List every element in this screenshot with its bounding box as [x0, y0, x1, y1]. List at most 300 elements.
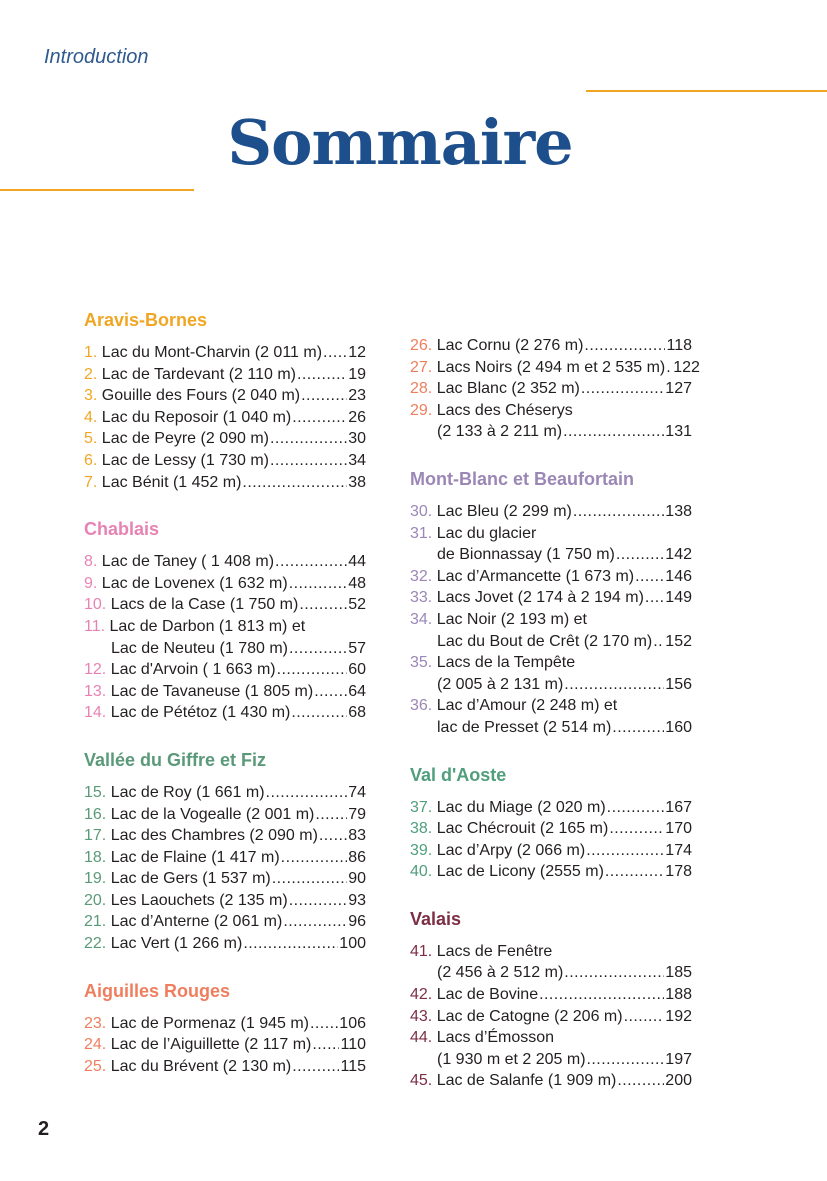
entry-page: 197 [665, 1050, 692, 1068]
entry-page: 118 [666, 337, 692, 354]
toc-entry [84, 1034, 366, 1056]
leader-dots [277, 659, 348, 681]
entry-page: 131 [665, 423, 692, 441]
leader-dots [586, 840, 664, 862]
entry-page: 48 [348, 574, 366, 592]
toc-entry-line [84, 804, 366, 826]
entry-title: Lac de Tavaneuse (1 805 m) [110, 682, 314, 700]
section-title: Valais [410, 908, 462, 929]
toc-entry [84, 681, 366, 703]
entry-page: 185 [665, 964, 692, 982]
entry-number: 44. [410, 1029, 437, 1047]
toc-entry-line [410, 941, 692, 963]
entry-number: 37. [410, 798, 437, 816]
toc-entry-line [410, 631, 692, 653]
toc-entry-line [84, 890, 366, 912]
toc-entry-line [84, 1034, 366, 1056]
entry-title: Les Laouchets (2 135 m) [110, 891, 288, 909]
entry-page: 86 [348, 848, 366, 866]
toc-section [84, 517, 366, 724]
entry-title: Lac de Roy (1 661 m) [110, 783, 265, 801]
toc-entry-line [84, 847, 366, 869]
entry-title: Lac de Catogne (2 206 m) [436, 1007, 623, 1025]
toc-entry [410, 941, 692, 984]
entry-page: 110 [340, 1036, 366, 1054]
leader-dots [289, 638, 347, 660]
entry-page: 96 [348, 913, 366, 931]
leader-dots [312, 1034, 339, 1056]
entry-title: Lac Bénit (1 452 m) [101, 473, 242, 491]
toc-entry-line [410, 357, 700, 379]
leader-dots [270, 428, 347, 450]
leader-dots [315, 804, 347, 826]
entry-number: 10. [84, 596, 111, 614]
entry-number: 22. [84, 935, 111, 953]
entry-title: Lac d’Armancette (1 673 m) [436, 567, 635, 585]
entry-title: Lacs Noirs (2 494 m et 2 535 m) [436, 358, 666, 376]
entry-number: 45. [410, 1072, 437, 1090]
entry-page: 26 [348, 408, 366, 426]
entry-title: Lacs de la Tempête [436, 654, 576, 672]
entry-number: 36. [410, 697, 437, 715]
toc-entry-line [84, 407, 366, 429]
entry-title: Lac Bleu (2 299 m) [436, 502, 572, 520]
entry-title: Lac de Pététoz (1 430 m) [110, 704, 291, 722]
toc-entry [84, 551, 366, 573]
entry-number: 18. [84, 848, 111, 866]
entry-number: 6. [84, 451, 102, 469]
toc-entry [84, 472, 366, 494]
entry-title: Lac du Mont-Charvin (2 011 m) [101, 344, 323, 361]
leader-dots [292, 1056, 339, 1078]
entry-number: 42. [410, 986, 437, 1004]
toc-entry-line [84, 551, 366, 573]
toc-entry [410, 378, 692, 400]
entry-number: 8. [84, 553, 102, 571]
leader-dots [563, 421, 664, 443]
toc-entry [410, 501, 692, 523]
entry-page: 12 [348, 344, 366, 361]
entry-number: 43. [410, 1007, 437, 1025]
toc-section [410, 763, 692, 883]
entry-number: 3. [84, 387, 102, 405]
entry-page: 160 [665, 718, 692, 736]
toc-entry [84, 407, 366, 429]
toc-entry-line [410, 818, 692, 840]
entry-number: 39. [410, 841, 437, 859]
entry-number: 19. [84, 870, 111, 888]
entry-title: Lac d’Arpy (2 066 m) [436, 841, 586, 859]
toc-entry-line [410, 1070, 692, 1092]
entry-number: 1. [84, 344, 102, 361]
entry-title: Lac de Gers (1 537 m) [110, 870, 271, 888]
entry-title: Lac de l’Aiguillette (2 117 m) [110, 1036, 312, 1054]
leader-dots [616, 544, 664, 566]
entry-page: 30 [348, 430, 366, 448]
toc-entry [84, 868, 366, 890]
leader-dots [289, 573, 348, 595]
entry-page: 106 [339, 1014, 366, 1032]
toc-entry-line [410, 378, 692, 400]
leader-dots [609, 818, 664, 840]
entry-title: Lac d'Arvoin ( 1 663 m) [110, 661, 276, 679]
leader-dots [319, 825, 347, 847]
toc-entry-line [410, 840, 692, 862]
toc-entry [410, 840, 692, 862]
leader-dots [605, 861, 664, 883]
toc-entry [84, 1056, 366, 1078]
decorative-rule-left [0, 189, 194, 191]
toc-entry-line [84, 681, 366, 703]
toc-entry [410, 1070, 692, 1092]
toc-entry [410, 797, 692, 819]
entry-number: 12. [84, 661, 111, 679]
entry-number: 13. [84, 682, 111, 700]
entry-page: 68 [348, 704, 366, 722]
leader-dots [266, 782, 348, 804]
entry-title: Lac de Peyre (2 090 m) [101, 430, 269, 448]
entry-title: (2 005 à 2 131 m) [437, 675, 564, 693]
entry-page: 152 [665, 632, 692, 650]
toc-entry [84, 659, 366, 681]
toc-entry-line [410, 609, 692, 631]
toc-entry-line [410, 674, 692, 696]
entry-page: 23 [348, 387, 366, 405]
entry-title: Lac du Reposoir (1 040 m) [101, 408, 292, 426]
toc-entry [410, 861, 692, 883]
entry-title: Lac de Darbon (1 813 m) et [109, 617, 306, 635]
entry-page: 79 [348, 805, 366, 823]
toc-entry-line [84, 702, 366, 724]
entry-page: 83 [348, 827, 366, 845]
toc-entry [84, 1013, 366, 1035]
entry-page: 115 [340, 1057, 366, 1075]
entry-title: (1 930 m et 2 205 m) [437, 1050, 586, 1068]
toc-entry [84, 847, 366, 869]
toc-entry [410, 400, 692, 443]
toc-entry-line [84, 911, 366, 933]
leader-dots [297, 364, 347, 386]
toc-entry-line [84, 1056, 366, 1078]
entry-page: 167 [665, 798, 692, 816]
toc-column-left [84, 308, 366, 1101]
leader-dots [272, 868, 347, 890]
section-title: Val d'Aoste [410, 764, 507, 785]
leader-dots [299, 594, 347, 616]
entry-title: Lac de Salanfe (1 909 m) [436, 1072, 617, 1090]
entry-number: 17. [84, 827, 111, 845]
entry-number: 4. [84, 408, 102, 426]
toc-entry-line [410, 421, 692, 443]
toc-entry-line [410, 587, 692, 609]
leader-dots [624, 1006, 665, 1028]
entry-page: 90 [348, 870, 366, 888]
entry-page: 38 [348, 473, 366, 491]
section-title: Vallée du Giffre et Fiz [84, 749, 267, 770]
toc-entry-line [84, 933, 366, 955]
leader-dots [310, 1013, 338, 1035]
entry-title: Lac Vert (1 266 m) [110, 935, 243, 953]
toc-entry-line [84, 385, 366, 407]
toc-entry-line [410, 335, 692, 357]
toc-entry-line [84, 573, 366, 595]
entry-page: 174 [665, 841, 692, 859]
leader-dots [301, 385, 347, 407]
entry-title: Lac Blanc (2 352 m) [436, 380, 580, 398]
leader-dots [281, 847, 348, 869]
entry-title: Lac de Bovine [436, 986, 539, 1004]
toc-entry [84, 782, 366, 804]
leader-dots [581, 378, 664, 400]
entry-title: Lac de Flaine (1 417 m) [110, 848, 280, 866]
entry-number: 23. [84, 1014, 111, 1032]
entry-title: (2 456 à 2 512 m) [437, 964, 564, 982]
toc-entry-line [410, 695, 692, 717]
toc-entry [84, 804, 366, 826]
toc-entry [84, 825, 366, 847]
entry-page: 142 [665, 546, 692, 564]
entry-page: 192 [665, 1007, 692, 1025]
toc-entry-line [84, 472, 366, 494]
toc-entry [84, 428, 366, 450]
leader-dots [243, 933, 338, 955]
section-title: Aiguilles Rouges [84, 980, 231, 1001]
entry-title: Lac du Bout de Crêt (2 170 m) [437, 632, 653, 650]
entry-page: 138 [665, 502, 692, 520]
toc-entry [410, 335, 692, 357]
toc-entry-line [410, 1027, 692, 1049]
entry-number: 29. [410, 401, 437, 419]
toc-entry [410, 357, 700, 379]
leader-dots [635, 566, 664, 588]
entry-number: 33. [410, 589, 437, 607]
entry-title: lac de Presset (2 514 m) [437, 718, 612, 736]
entry-title: Lac du Brévent (2 130 m) [110, 1057, 292, 1075]
leader-dots [645, 587, 664, 609]
entry-number: 14. [84, 704, 111, 722]
entry-title: de Bionnassay (1 750 m) [437, 546, 615, 564]
entry-page: 57 [348, 639, 366, 657]
leader-dots [607, 797, 665, 819]
entry-page: 156 [665, 675, 692, 693]
toc-section [410, 335, 700, 443]
entry-number: 2. [84, 365, 102, 383]
decorative-rule-top-right [586, 90, 827, 92]
toc-entry-line [84, 638, 366, 660]
entry-title: Lac de Licony (2555 m) [436, 863, 604, 881]
entry-page: 127 [665, 380, 692, 398]
toc-entry-line [84, 450, 366, 472]
entry-title: Lac de Lessy (1 730 m) [101, 451, 269, 469]
leader-dots [275, 551, 347, 573]
toc-entry-line [84, 825, 366, 847]
entry-page: 52 [348, 596, 366, 614]
entry-page: 64 [348, 682, 366, 700]
toc-entry-line [410, 566, 692, 588]
entry-number: 41. [410, 942, 437, 960]
entry-number: 21. [84, 913, 111, 931]
entry-page: 74 [348, 783, 366, 801]
toc-entry [410, 1027, 692, 1070]
page-title: Sommaire [227, 106, 573, 179]
leader-dots [283, 911, 347, 933]
toc-entry [84, 911, 366, 933]
toc-section [410, 907, 692, 1092]
entry-page: 188 [665, 986, 692, 1004]
entry-number: 11. [84, 617, 110, 635]
toc-entry-line [410, 861, 692, 883]
entry-number: 26. [410, 337, 437, 354]
leader-dots [617, 1070, 664, 1092]
entry-page: 60 [348, 661, 366, 679]
entry-title: Gouille des Fours (2 040 m) [101, 387, 301, 405]
toc-section [410, 467, 692, 739]
toc-entry [410, 523, 692, 566]
entry-title: Lac de Neuteu (1 780 m) [111, 639, 288, 657]
toc-entry [84, 702, 366, 724]
leader-dots [242, 472, 347, 494]
toc-entry [410, 818, 692, 840]
leader-dots [291, 702, 347, 724]
leader-dots [587, 1049, 665, 1071]
entry-title: Lac Cornu (2 276 m) [436, 337, 584, 354]
toc-entry [84, 890, 366, 912]
toc-entry-line [410, 1006, 692, 1028]
toc-entry [84, 594, 366, 616]
toc-entry [410, 566, 692, 588]
entry-number: 28. [410, 380, 437, 398]
toc-entry [410, 587, 692, 609]
leader-dots [314, 681, 347, 703]
toc-entry [410, 1006, 692, 1028]
entry-title: Lacs Jovet (2 174 à 2 194 m) [436, 589, 644, 607]
entry-title: Lac de Lovenex (1 632 m) [101, 574, 288, 592]
leader-dots [270, 450, 347, 472]
toc-column-right [410, 335, 700, 1116]
entry-page: 200 [665, 1072, 692, 1090]
entry-number: 27. [410, 358, 437, 376]
entry-number: 30. [410, 502, 437, 520]
entry-number: 24. [84, 1036, 111, 1054]
leader-dots [666, 357, 672, 379]
entry-number: 7. [84, 473, 102, 491]
entry-title: Lac de Taney ( 1 408 m) [101, 553, 275, 571]
toc-entry [84, 616, 366, 659]
entry-title: Lac du glacier [436, 524, 537, 542]
entry-page: 44 [348, 553, 366, 571]
toc-section [84, 979, 366, 1078]
entry-title: Lac Noir (2 193 m) et [436, 610, 587, 628]
entry-title: Lacs des Chéserys [436, 401, 573, 419]
entry-page: 178 [665, 863, 692, 881]
toc-entry-line [410, 652, 692, 674]
toc-entry [84, 573, 366, 595]
entry-number: 16. [84, 805, 111, 823]
entry-page: 19 [348, 365, 366, 383]
toc-entry-line [84, 428, 366, 450]
leader-dots [289, 890, 348, 912]
toc-entry-line [84, 342, 366, 364]
entry-title: Lac du Miage (2 020 m) [436, 798, 606, 816]
toc-entry-line [84, 782, 366, 804]
entry-title: Lac de la Vogealle (2 001 m) [110, 805, 315, 823]
toc-entry [410, 984, 692, 1006]
entry-title: Lac de Tardevant (2 110 m) [101, 365, 296, 383]
entry-number: 9. [84, 574, 102, 592]
toc-entry-line [410, 984, 692, 1006]
toc-entry-line [410, 962, 692, 984]
toc-entry-line [84, 1013, 366, 1035]
entry-title: Lac des Chambres (2 090 m) [110, 827, 318, 845]
leader-dots [612, 717, 664, 739]
header-section-label: Introduction [44, 46, 149, 68]
toc-entry-line [84, 659, 366, 681]
leader-dots [564, 674, 664, 696]
entry-number: 38. [410, 820, 437, 838]
entry-title: Lac d’Amour (2 248 m) et [436, 697, 618, 715]
leader-dots [584, 335, 665, 357]
entry-number: 5. [84, 430, 102, 448]
entry-title: Lac d’Anterne (2 061 m) [110, 913, 283, 931]
entry-number: 31. [410, 524, 437, 542]
entry-number: 35. [410, 654, 437, 672]
toc-entry-line [84, 616, 366, 638]
toc-entry [410, 652, 692, 695]
toc-section [84, 308, 366, 493]
entry-page: 93 [348, 891, 366, 909]
toc-entry [410, 609, 692, 652]
toc-entry [84, 385, 366, 407]
entry-title: (2 133 à 2 211 m) [437, 423, 563, 441]
toc-entry-line [410, 523, 692, 545]
entry-title: Lac Chécrouit (2 165 m) [436, 820, 609, 838]
toc-entry-line [84, 364, 366, 386]
leader-dots [323, 342, 347, 364]
entry-page: 100 [339, 935, 366, 953]
entry-number: 15. [84, 783, 111, 801]
toc-entry-line [84, 868, 366, 890]
entry-number: 25. [84, 1057, 111, 1075]
entry-page: 170 [665, 820, 692, 838]
toc-entry [84, 342, 366, 364]
leader-dots [539, 984, 664, 1006]
entry-page: 149 [665, 589, 692, 607]
section-title: Aravis-Bornes [84, 310, 208, 330]
toc-entry [84, 450, 366, 472]
toc-entry-line [410, 501, 692, 523]
toc-entry-line [410, 717, 692, 739]
toc-entry [410, 695, 692, 738]
entry-page: 122 [673, 358, 700, 376]
entry-title: Lacs de Fenêtre [436, 942, 553, 960]
entry-number: 20. [84, 891, 111, 909]
toc-entry-line [410, 1049, 692, 1071]
entry-title: Lac de Pormenaz (1 945 m) [110, 1014, 310, 1032]
toc-entry [84, 364, 366, 386]
entry-page: 34 [348, 451, 366, 469]
entry-title: Lacs d’Émosson [436, 1029, 555, 1047]
toc-entry [84, 933, 366, 955]
entry-number: 32. [410, 567, 437, 585]
toc-section [84, 748, 366, 955]
entry-number: 34. [410, 610, 437, 628]
entry-number: 40. [410, 863, 437, 881]
section-title: Chablais [84, 519, 160, 540]
entry-page: 146 [665, 567, 692, 585]
leader-dots [292, 407, 347, 429]
toc-entry-line [410, 797, 692, 819]
toc-entry-line [410, 400, 692, 422]
